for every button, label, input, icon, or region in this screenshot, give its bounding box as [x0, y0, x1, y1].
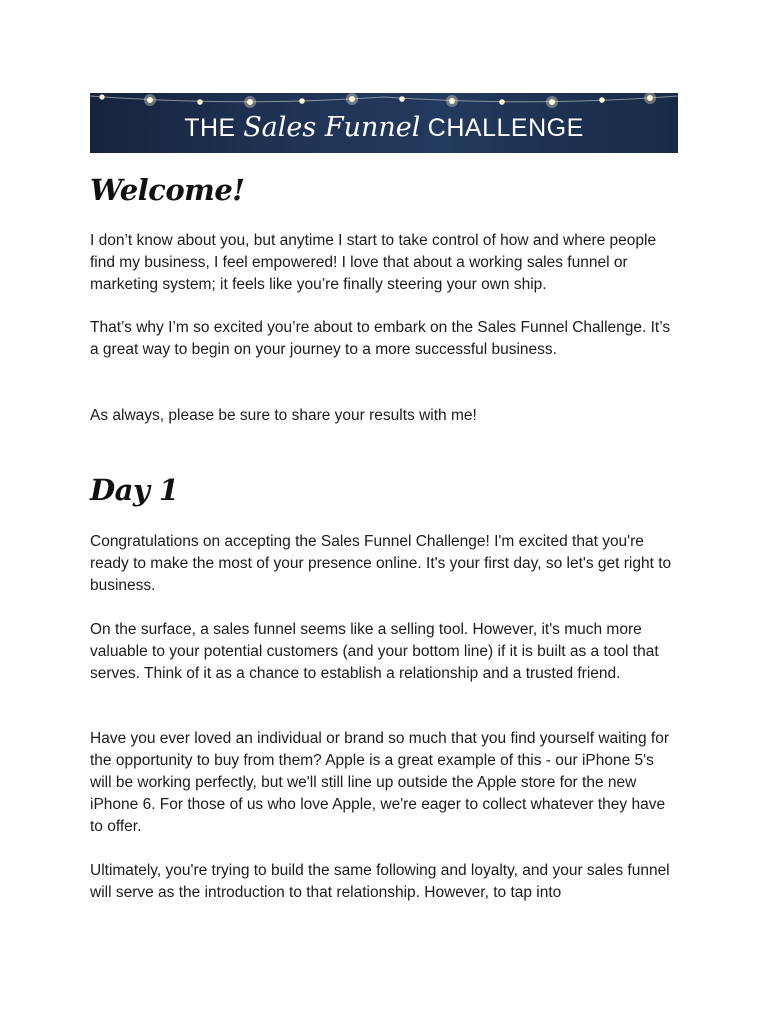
banner-title-prefix: THE: [184, 114, 244, 142]
welcome-paragraph-2: That’s why I’m so excited you’re about to embark on the Sales Funnel Challenge. It’s a great way to begin on your journey to a more successful business.: [90, 319, 671, 358]
welcome-paragraph-1: I don’t know about you, but anytime I start to take control of how and where people find my business, I feel empowered! I love that about a working sales funnel or marketing system; it feels like you’re finally steering your own ship.: [90, 232, 657, 293]
banner-title-suffix: CHALLENGE: [420, 114, 584, 142]
welcome-paragraph-3: As always, please be sure to share your results with me!: [90, 407, 477, 424]
welcome-heading: Welcome!: [90, 173, 245, 207]
document-page: [90, 93, 678, 901]
day1-paragraph-3: Have you ever loved an individual or brand so much that you find yourself waiting for the opportunity to buy from them? Apple is a great example of this - our iPhone 5's will be working perfectly, but we'll still line up outside the Apple store for the new iPhone 6. For those of us who love Apple, we're eager to collect whatever they have to offer.: [90, 730, 669, 835]
day1-paragraph-2: On the surface, a sales funnel seems like a selling tool. However, it's much more valuable to your potential customers (and your bottom line) if it is built as a tool that serves. Think of it as a chance to establish a relationship and a trusted friend.: [90, 621, 659, 682]
day1-paragraph-4: Ultimately, you're trying to build the same following and loyalty, and your sales funnel will serve as the introduction to that relationship. However, to tap into: [90, 862, 670, 901]
day1-heading: Day 1: [90, 473, 179, 507]
banner-title: [90, 112, 678, 143]
header-banner: [90, 93, 678, 153]
banner-title-script: Sales Funnel: [243, 112, 421, 143]
day1-paragraph-1: Congratulations on accepting the Sales Funnel Challenge! I'm excited that you're ready to make the most of your presence online. It's your first day, so let's get right to business.: [90, 533, 672, 594]
